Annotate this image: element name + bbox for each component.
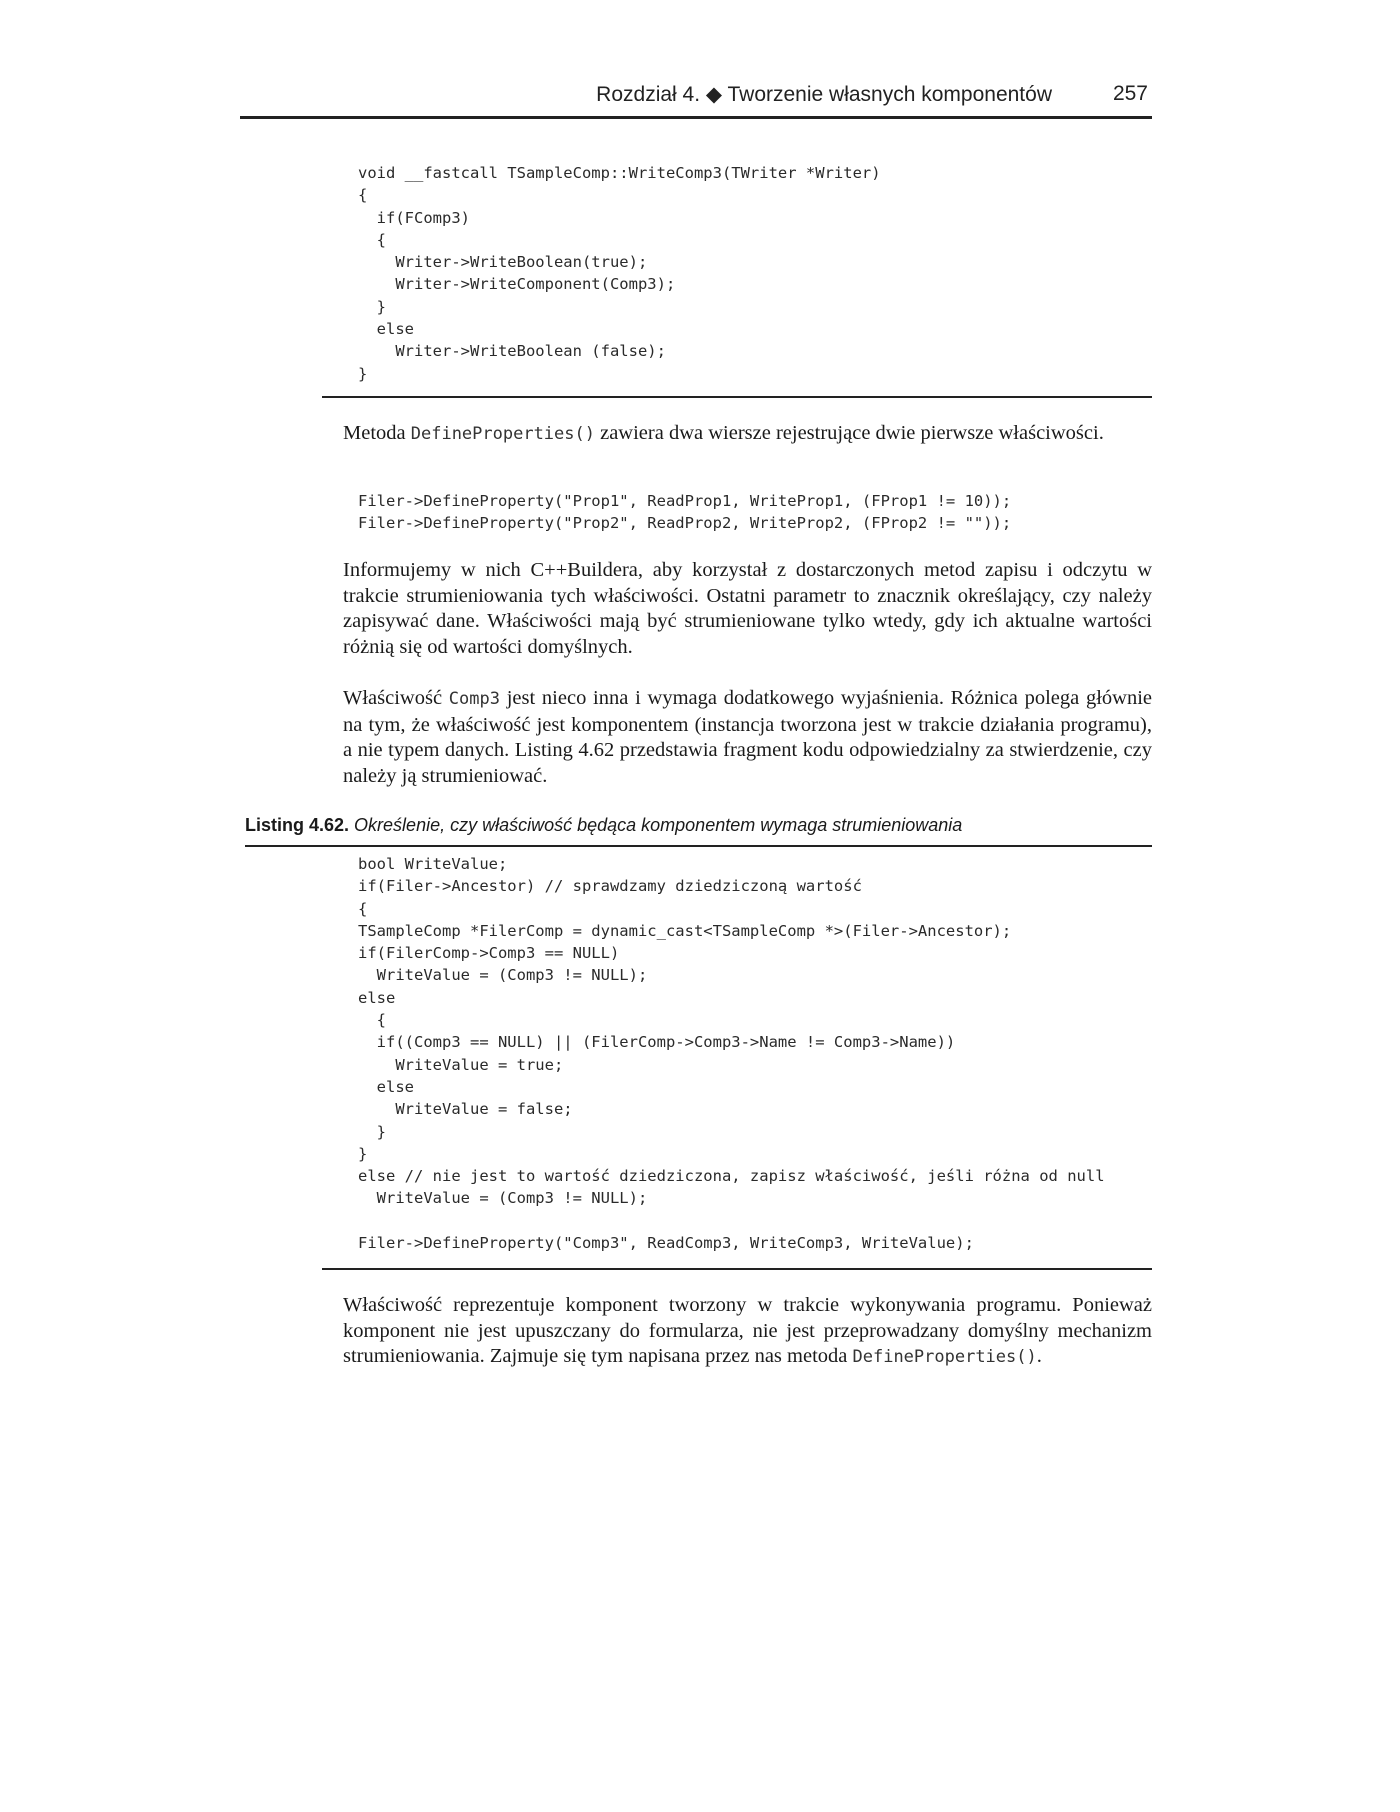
inline-code: DefineProperties() — [410, 424, 595, 444]
paragraph-informujemy: Informujemy w nich C++Buildera, aby korzystał z dostarczonych metod zapisu i odczytu w trakcie strumieniowania tych właściwości. Ostatni parametr to znacznik określający, czy należy zapisywać dane. Właściwości mają być strumieniowane tylko wtedy, gdy ich aktualne wartości różnią się od wartości domyślnych. — [343, 559, 1152, 658]
paragraph-text: . — [1036, 1345, 1042, 1367]
page-number: 257 — [1112, 82, 1148, 105]
listing-label: Listing 4.62. — [245, 815, 350, 835]
paragraph-comp3 — [343, 686, 1152, 789]
listing-caption — [245, 815, 1152, 847]
inline-code: Comp3 — [448, 689, 500, 709]
code-block-rule — [322, 396, 1152, 398]
paragraph-text: jest nieco inna i wymaga dodatkowego wyjaśnienia. Różnica polega głównie na tym, że właściwość jest komponentem (instancja tworzona jest w trakcie działania programu), a nie typem danych. Listing 4.62 przedstawia fragment kodu odpowiedzialny za stwierdzenie, czy należy ją strumieniować. — [343, 687, 1153, 787]
paragraph-text: Metoda — [343, 422, 411, 444]
paragraph-text: Właściwość reprezentuje komponent tworzony w trakcie wykonywania programu. Ponieważ komponent nie jest upuszczany do formularza, nie jest przeprowadzany domyślny mechanizm strumieniowania. Zajmuje się tym napisana przez nas metoda — [343, 1294, 1152, 1367]
paragraph-closing — [343, 1293, 1152, 1371]
code-block-defineproperty: Filer->DefineProperty("Prop1", ReadProp1, WriteProp1, (FProp1 != 10)); Filer->DefineProperty("Prop2", ReadProp2, WriteProp2, (FProp2 != "")); — [358, 492, 1012, 533]
code-block-rule — [322, 1268, 1152, 1270]
chapter-title: Rozdział 4. ◆ Tworzenie własnych komponentów — [596, 83, 1052, 106]
listing-title: Określenie, czy właściwość będąca komponentem wymaga strumieniowania — [354, 815, 963, 835]
paragraph-text: Właściwość — [343, 687, 449, 709]
paragraph-text: zawiera dwa wiersze rejestrujące dwie pierwsze właściwości. — [594, 422, 1104, 444]
code-block-writecomp3: void __fastcall TSampleComp::WriteComp3(TWriter *Writer) { if(FComp3) { Writer->WriteBoolean(true); Writer->WriteComponent(Comp3); } else Writer->WriteBoolean (false); } — [358, 164, 881, 383]
page-header — [240, 82, 1152, 119]
paragraph-defineproperties — [343, 421, 1152, 448]
code-block-listing-4-62: bool WriteValue; if(Filer->Ancestor) // sprawdzamy dziedziczoną wartość { TSampleComp *FilerComp = dynamic_cast<TSampleComp *>(Filer->Ancestor); if(FilerComp->Comp3 == NULL) WriteValue = (Comp3 != NULL); else { if((Comp3 == NULL) || (FilerComp->Comp3->Name != Comp3->Name)) WriteValue = true; else WriteValue = false; } } else // nie jest to wartość dziedziczona, zapisz właściwość, jeśli różna od null WriteValue = (Comp3 != NULL); Filer->DefineProperty("Comp3", ReadComp3, WriteComp3, WriteValue); — [358, 855, 1105, 1253]
inline-code: DefineProperties() — [852, 1347, 1037, 1367]
